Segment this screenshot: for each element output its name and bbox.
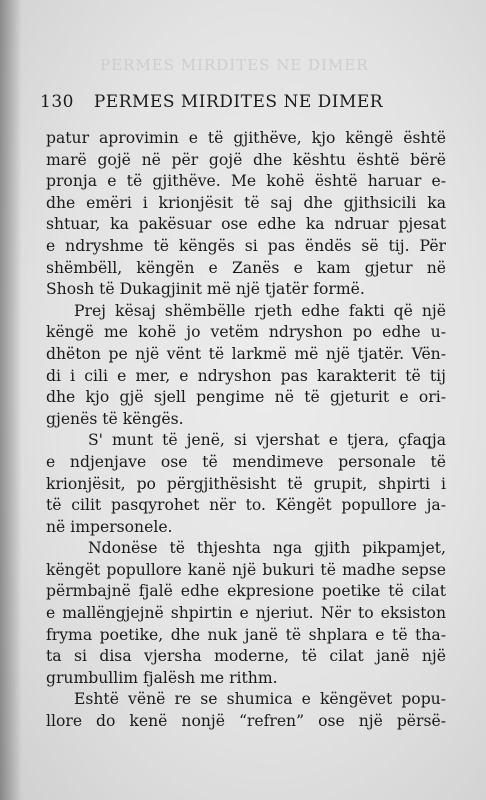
text-line: fryma poetike, dhe nuk janë të shplara e të tha- <box>46 625 446 644</box>
text-line: këngët popullore kanë një bukuri të madhe sepse <box>46 560 446 579</box>
text-line: e ndryshme të këngës si pas ëndës së tij. Për <box>46 236 446 255</box>
text-line: dhe kjo gjë sjell pengime në të gjeturit e ori- <box>46 388 446 407</box>
text-line: Shosh të Dukagjinit më një tjatër formë. <box>46 280 365 299</box>
text-line: Prej kësaj shëmbëlle rjeth edhe fakti që një <box>74 301 446 320</box>
text-line: krionjësit, po përgjithësisht të grupit, shpirti i <box>46 474 446 493</box>
text-line: grumbullim fjalësh me rithm. <box>46 668 278 687</box>
header-title: PERMES MIRDITES NE DIMER <box>93 92 384 112</box>
text-line: e mallëngjejnë shpirtin e njeriut. Nër to eksiston <box>46 604 446 623</box>
text-line: dhëton pe një vënt të larkmë më një tjatër. Vën- <box>46 344 446 363</box>
text-line: gjenës të këngës. <box>46 409 184 428</box>
text-line: të cilit pasqyrohet nër to. Këngët popullore ja- <box>46 496 446 515</box>
text-line: di i cili e mer, e ndryshon pas karakterit të tij <box>46 366 446 385</box>
binding-shadow <box>0 0 22 800</box>
text-line: këngë me kohë jo vetëm ndryshon po edhe u- <box>46 323 446 342</box>
text-line: shëmbëll, këngën e Zanës e kam gjetur në <box>46 258 446 277</box>
text-line: dhe emëri i krionjësit të saj dhe gjithsicili ka <box>46 193 446 212</box>
text-line: përmbajnë fjalë edhe ekpresione poetike të cilat <box>46 582 446 601</box>
text-line: ta si disa vjersha moderne, të cilat janë një <box>46 647 446 666</box>
text-line: në impersonele. <box>46 517 173 536</box>
bleed-through-text: PERMES MIRDITES NE DIMER <box>100 56 369 74</box>
text-line: patur aprovimin e të gjithëve, kjo këngë është <box>46 129 446 147</box>
body-text <box>46 128 446 733</box>
text-line: Ndonëse të thjeshta nga gjith pikpamjet, <box>88 539 446 558</box>
running-header <box>40 92 460 112</box>
text-line: llore do kenë nonjë “refren” ose një përsë- <box>46 712 446 731</box>
text-line: S' munt të jenë, si vjershat e tjera, çfaqja <box>88 431 446 450</box>
text-line: Eshtë vënë re se shumica e këngëvet popu- <box>74 690 446 709</box>
text-line: e ndjenjave ose të mendimeve personale të <box>46 452 446 471</box>
text-line: pronja e të gjithëve. Me kohë është haruar e- <box>46 172 446 191</box>
text-line: marë gojë në për gojë dhe kështu është bërë <box>46 150 446 169</box>
text-line: shtuar, ka pakësuar ose edhe ka ndruar pjesat <box>46 215 446 234</box>
page-number: 130 <box>40 92 74 112</box>
